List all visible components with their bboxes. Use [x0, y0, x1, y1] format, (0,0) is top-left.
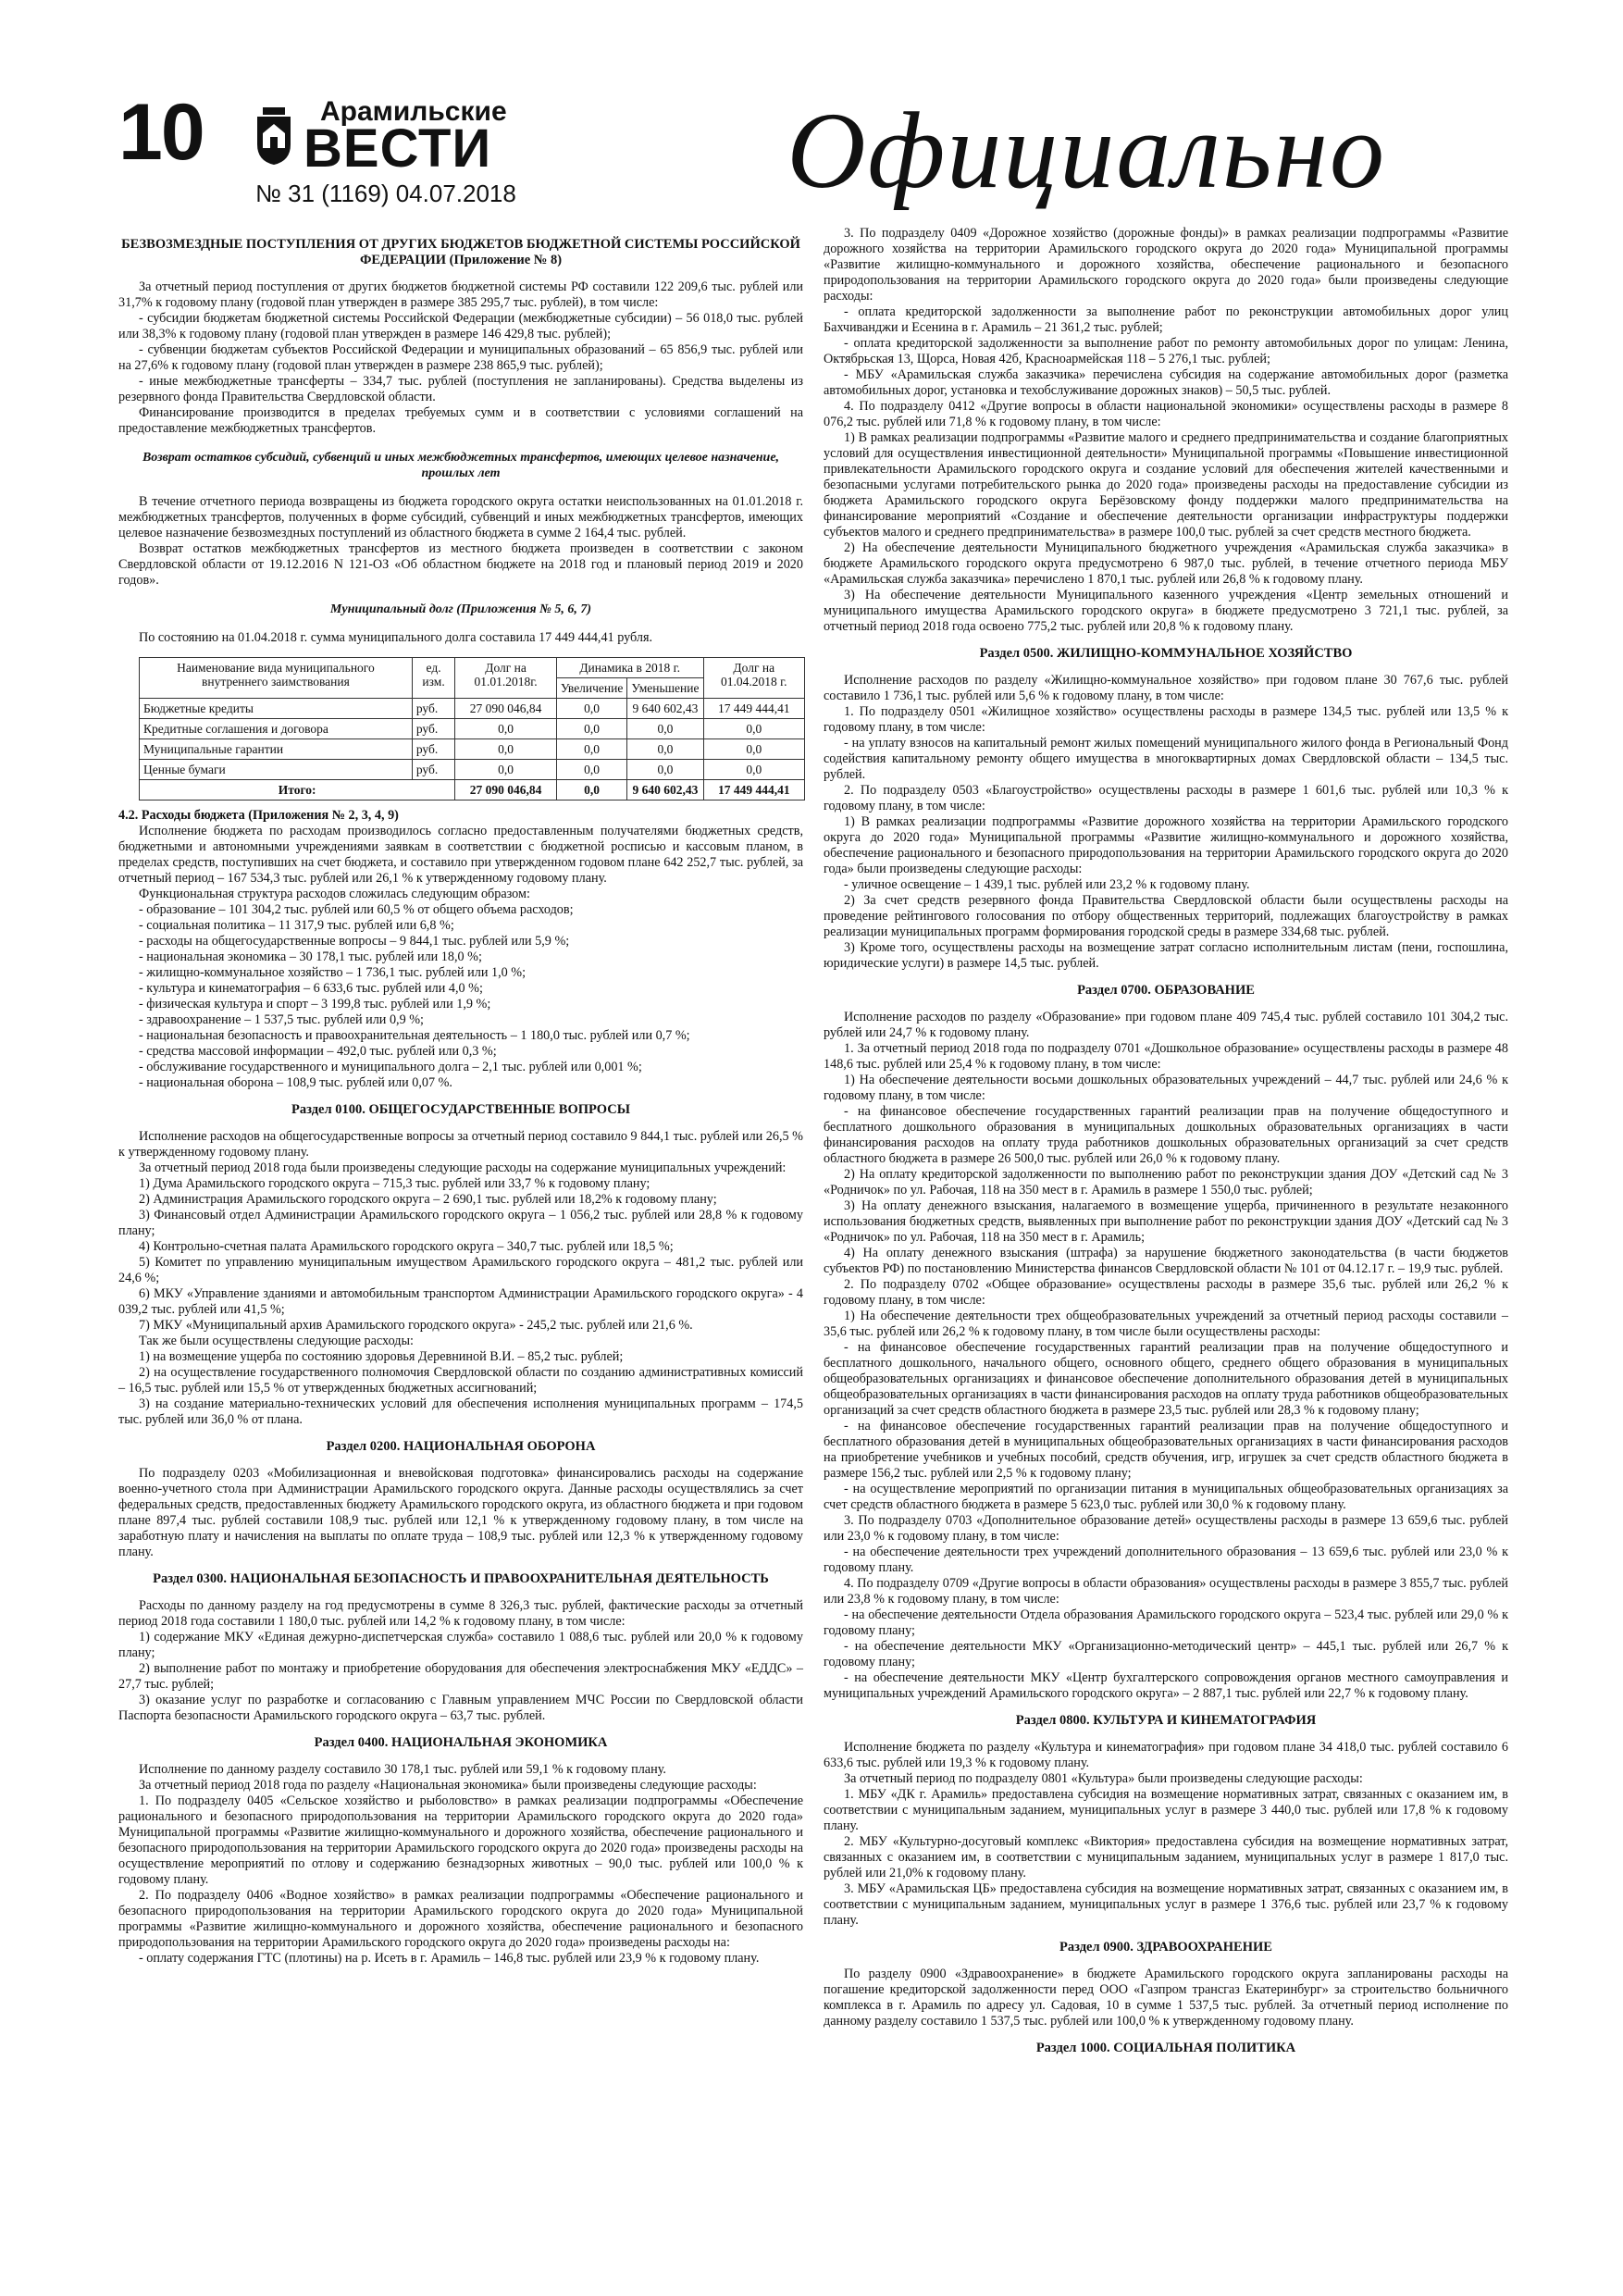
- section-0800-text: [824, 1740, 1508, 1929]
- paragraph: 2. По подразделу 0406 «Водное хозяйство» в рамках реализации подпрограммы «Обеспечение рационального и безопасного природопользования на территории Арамильского городского округа до 2020 года» Муниципальной программы «Развитие жилищно-коммунального и дорожного хозяйства, обеспечение рационального и безопасного природопользования на территории Арамильского городского округа до 2020 года» произведены расходы на:: [118, 1888, 803, 1950]
- heading-section-0200: Раздел 0200. НАЦИОНАЛЬНАЯ ОБОРОНА: [326, 1439, 596, 1454]
- cell-increase: 0,0: [556, 699, 627, 719]
- cell-end: 0,0: [703, 760, 805, 780]
- table-header: Динамика в 2018 г.: [556, 658, 703, 678]
- paragraph: 1. По подразделу 0405 «Сельское хозяйство и рыболовство» в рамках реализации подпрограммы «Обеспечение рационального и безопасного природопользования на территории Арамильского городского округа до 2020 года» Муниципальной программы «Развитие жилищно-коммунального и дорожного хозяйства, обеспечение рационального и безопасного природопользования на территории Арамильского городского округа до 2020 года» произведены расходы на осуществление мероприятий по отлову и содержанию безнадзорных животных – 90,0 тыс. рублей или 100,0 % к годовому плану.: [118, 1793, 803, 1887]
- paragraph: 3) Кроме того, осуществлены расходы на возмещение затрат согласно исполнительным листам (пени, госпошлина, юридические услуги) в размере 14,5 тыс. рублей.: [824, 940, 1508, 971]
- paragraph: - на уплату взносов на капитальный ремонт жилых помещений муниципального жилого фонда в Региональный Фонд содействия капитальному ремонту общего имущества в многоквартирных домах Свердловской области – 134,5 тыс. рублей.: [824, 736, 1508, 782]
- cell-decrease: 0,0: [627, 719, 703, 739]
- paragraph: - жилищно-коммунальное хозяйство – 1 736,1 тыс. рублей или 1,0 %;: [139, 965, 527, 980]
- paragraph: 3) На оплату денежного взыскания, налагаемого в возмещение ущерба, причиненного в результате незаконного использования бюджетных средств, выявленных при выполнение работ по реконструкции здания ДОУ «Детский сад № 3 «Родничок» по ул. Рабочая, 118 на 350 мест в г. Арамиль;: [824, 1198, 1508, 1245]
- paragraph: - на обеспечение деятельности МКУ «Центр бухгалтерского сопровождения органов местного самоуправления и муниципальных учреждений Арамильского городского округа» – 2 887,1 тыс. рублей или 22,7 % к годовому плану.: [824, 1670, 1508, 1701]
- table-row: [140, 760, 805, 780]
- table-header: ед. изм.: [412, 658, 454, 699]
- heading-section-0900: Раздел 0900. ЗДРАВООХРАНЕНИЕ: [1059, 1940, 1272, 1955]
- paragraph: Исполнение по данному разделу составило 30 178,1 тыс. рублей или 59,1 % к годовому плану.: [139, 1762, 666, 1777]
- heading-section-1000: Раздел 1000. СОЦИАЛЬНАЯ ПОЛИТИКА: [1035, 2041, 1296, 2055]
- paragraph: - оплата кредиторской задолженности за выполнение работ по реконструкции автомобильных дорог улиц Бахчиванджи и Есенина в г. Арамиль – 21 361,2 тыс. рублей;: [824, 304, 1508, 335]
- paragraph: - здравоохранение – 1 537,5 тыс. рублей или 0,9 %;: [139, 1012, 424, 1027]
- section-title: Официально: [787, 90, 1386, 211]
- heading-section-0700: Раздел 0700. ОБРАЗОВАНИЕ: [1077, 983, 1255, 998]
- paragraph: 1) содержание МКУ «Единая дежурно-диспетчерская служба» составило 1 088,6 тыс. рублей или 20,0 % к годовому плану;: [118, 1630, 803, 1660]
- paragraph: 1) В рамках реализации подпрограммы «Развитие малого и среднего предпринимательства и создание благоприятных условий для осуществления инвестиционной деятельности» Муниципальной программы «Повышение инвестиционной привлекательности Арамильского городского округа и создание условий для обеспечения жителей качественными и безопасными услугами потребительского рынка до 2020 года» произведены расходы на предоставление субсидии из бюджета Арамильского городского округа Берёзовскому фонду поддержки малого предпринимательства на финансирование мероприятий «Создание и обеспечение деятельности организации инфраструктуры поддержки субъектов малого и среднего предпринимательства» в размере 100,0 тыс. рублей за счет средств местного бюджета.: [824, 430, 1508, 540]
- heading-receipts: БЕЗВОЗМЕЗДНЫЕ ПОСТУПЛЕНИЯ ОТ ДРУГИХ БЮДЖЕТОВ БЮДЖЕТНОЙ СИСТЕМЫ РОССИЙСКОЙ ФЕДЕРАЦИИ (Приложение № 8): [121, 237, 800, 267]
- paragraph: - национальная экономика – 30 178,1 тыс. рублей или 18,0 %;: [139, 949, 482, 964]
- cell-decrease: 9 640 602,43: [627, 699, 703, 719]
- paragraph: 3) на создание материально-технических условий для обеспечения исполнения муниципальных программ – 174,5 тыс. рублей или 36,0 % от плана.: [118, 1396, 803, 1427]
- paragraph: Так же были осуществлены следующие расходы:: [139, 1334, 414, 1348]
- paragraph: - субвенции бюджетам субъектов Российской Федерации и муниципальных образований – 65 856,9 тыс. рублей или на 27,6% к годовому плану (годовой план утвержден в размере 238 865,9 тыс. рублей);: [118, 342, 803, 373]
- paragraph: - уличное освещение – 1 439,1 тыс. рублей или 23,2 % к годовому плану.: [844, 877, 1250, 892]
- cell-increase: 0,0: [556, 780, 627, 800]
- section-0100-text: [118, 1129, 803, 1428]
- paragraph: По разделу 0900 «Здравоохранение» в бюджете Арамильского городского округа запланированы расходы на погашение кредиторской задолженности перед ООО «Газпром трансгаз Екатеринбург» за строительство больничного комплекса в г. Арамиль по адресу ул. Садовая, 10 в сумме 1 537,5 тыс. рублей. За отчетный период исполнение по данному разделу составило 1 537,5 тыс. рублей или 100,0 % к утвержденному годовому плану.: [824, 1967, 1508, 2029]
- heading-debt: Муниципальный долг (Приложения № 5, 6, 7): [329, 602, 592, 616]
- section-0400-text: [118, 1762, 803, 1967]
- paragraph: Исполнение бюджета по расходам производилось согласно предоставленным получателями бюджетных средств, бюджетными и автономными учреждениями заявкам в соответствии с бюджетной росписью и кассовым планом, в пределах средств, поступивших на счет бюджета, и составило при утвержденном годовом плане 642 252,7 тыс. рублей, за отчетный период – 167 534,3 тыс. рублей или 26,1 % к утвержденному годовому плану.: [118, 824, 803, 886]
- paragraph: Исполнение расходов на общегосударственные вопросы за отчетный период составило 9 844,1 тыс. рублей или 26,5 % к утвержденному годовому плану.: [118, 1129, 803, 1160]
- cell-end: 0,0: [703, 719, 805, 739]
- paragraph: - средства массовой информации – 492,0 тыс. рублей или 0,3 %;: [139, 1044, 497, 1059]
- paragraph: За отчетный период 2018 года по разделу «Национальная экономика» были произведены следующие расходы:: [139, 1778, 757, 1793]
- paragraph: В течение отчетного периода возвращены из бюджета городского округа остатки неиспользованных на 01.01.2018 г. межбюджетных трансфертов, полученных в форме субсидий, субвенций и иных межбюджетных трансфертов, имеющих целевое назначение безвозмездных поступлений из областного бюджета в сумме 2 164,4 тыс. рублей.: [118, 494, 803, 540]
- paragraph: 1. МБУ «ДК г. Арамиль» предоставлена субсидия на возмещение нормативных затрат, связанных с оказанием им, в соответствии с муниципальным заданием, муниципальных услуг в размере 3 440,0 тыс. рублей или 17,8 % к годовому плану.: [824, 1787, 1508, 1833]
- heading-return: Возврат остатков субсидий, субвенций и иных межбюджетных трансфертов, имеющих целевое назначение, прошлых лет: [142, 451, 780, 480]
- table-header: Увеличение: [556, 678, 627, 699]
- paragraph: - оплата кредиторской задолженности за выполнение работ по ремонту автомобильных дорог по улицам: Ленина, Октябрьская 13, Щорса, Новая 42б, Красноармейская 118 – 5 276,1 тыс. рублей;: [824, 336, 1508, 366]
- section-0409-text: [824, 226, 1508, 635]
- table-row: [140, 739, 805, 760]
- section-0500-text: [824, 673, 1508, 972]
- issue-number: № 31 (1169) 04.07.2018: [255, 180, 516, 207]
- paragraph: - физическая культура и спорт – 3 199,8 тыс. рублей или 1,9 %;: [139, 997, 491, 1011]
- cell-total-label: Итого:: [140, 780, 455, 800]
- paragraph: Исполнение бюджета по разделу «Культура и кинематография» при годовом плане 34 418,0 тыс. рублей составило 6 633,6 тыс. рублей или 19,3 % к годовому плану.: [824, 1740, 1508, 1770]
- cell-name: Бюджетные кредиты: [140, 699, 413, 719]
- paragraph: - социальная политика – 11 317,9 тыс. рублей или 6,8 %;: [139, 918, 454, 933]
- cell-unit: руб.: [412, 719, 454, 739]
- paragraph: - МБУ «Арамильская служба заказчика» перечислена субсидия на содержание автомобильных дорог (разметка автомобильных дорог, установка и техобслуживание дорожных знаков) – 50,5 тыс. рублей.: [824, 367, 1508, 398]
- paragraph: 7) МКУ «Муниципальный архив Арамильского городского округа» - 245,2 тыс. рублей или 21,6 %.: [139, 1318, 693, 1333]
- paragraph: - обслуживание государственного и муниципального долга – 2,1 тыс. рублей или 0,001 %;: [139, 1060, 642, 1074]
- paragraph: 1. По подразделу 0501 «Жилищное хозяйство» осуществлены расходы в размере 134,5 тыс. рублей или 13,5 % к годовому плану, в том числе:: [824, 704, 1508, 735]
- cell-end: 17 449 444,41: [703, 780, 805, 800]
- paragraph: 2) На обеспечение деятельности Муниципального бюджетного учреждения «Арамильская служба заказчика» в бюджете Арамильского городского округа предусмотрено 6 987,0 тыс. рублей, в течение отчетного периода МБУ «Арамильская служба заказчика» перечислено 1 870,1 тыс. рублей или 26,8 % к годовому плану.: [824, 540, 1508, 587]
- paragraph: Исполнение расходов по разделу «Жилищно-коммунальное хозяйство» при годовом плане 30 767,6 тыс. рублей составило 1 736,1 тыс. рублей или 5,6 % к годовому плану, в том числе:: [824, 673, 1508, 703]
- paragraph: 1. За отчетный период 2018 года по подразделу 0701 «Дошкольное образование» осуществлены расходы в размере 48 148,6 тыс. рублей или 25,4 % к годовому плану, в том числе:: [824, 1041, 1508, 1072]
- paragraph: За отчетный период поступления от других бюджетов бюджетной системы РФ составили 122 209,6 тыс. рублей или 31,7% к годовому плану (годовой план утвержден в размере 385 295,7 тыс. рублей), в том числе:: [118, 279, 803, 310]
- paragraph: 1) на возмещение ущерба по состоянию здоровья Деревниной В.И. – 85,2 тыс. рублей;: [139, 1349, 624, 1364]
- cell-name: Кредитные соглашения и договора: [140, 719, 413, 739]
- paragraph: Финансирование производится в пределах требуемых сумм и в соответствии с условиями соглашений на предоставление межбюджетных трансфертов.: [118, 405, 803, 436]
- paragraph: - на осуществление мероприятий по организации питания в муниципальных общеобразовательных организациях за счет средств областного бюджета в размере 5 623,0 тыс. рублей или 30,0 % к годовому плану.: [824, 1482, 1508, 1512]
- page-number: 10: [118, 88, 204, 177]
- heading-expenses: 4.2. Расходы бюджета (Приложения № 2, 3, 4, 9): [118, 808, 399, 823]
- masthead: [118, 88, 1488, 231]
- paragraph: 2. По подразделу 0503 «Благоустройство» осуществлены расходы в размере 1 601,6 тыс. рублей или 10,3 % к годовому плану, в том числе:: [824, 783, 1508, 813]
- cell-decrease: 0,0: [627, 760, 703, 780]
- cell-unit: руб.: [412, 739, 454, 760]
- paragraph: 1) В рамках реализации подпрограммы «Развитие дорожного хозяйства на территории Арамильского городского округа до 2020 года» Муниципальной программы «Развитие жилищно-коммунального и дорожного хозяйства, обеспечение рационального и безопасного природопользования на территории Арамильского городского округа до 2020 года» были произведены следующие расходы:: [824, 814, 1508, 876]
- paragraph: 3) На обеспечение деятельности Муниципального казенного учреждения «Центр земельных отношений и муниципального имущества Арамильского городского округа» в бюджете предусмотрено 3 721,1 тыс. рублей, за отчетный период 2018 года освоено 775,2 тыс. рублей или 20,8 % к годовому плану.: [824, 588, 1508, 634]
- brand-main: ВЕСТИ: [304, 118, 492, 179]
- cell-unit: руб.: [412, 699, 454, 719]
- right-column: [824, 226, 1508, 2067]
- paragraph: - на финансовое обеспечение государственных гарантий реализации прав на получение общедоступного и бесплатного дошкольного, начального общего, основного общего, среднего общего образования в муниципальных общеобразовательных организациях и финансовое обеспечение дополнительного образования детей в муниципальных общеобразовательных организациях в части финансирования расходов на оплату труда работников общеобразовательных организаций за счет средств областного бюджета в размере 23,5 тыс. рублей или 28,3 % к годовому плану;: [824, 1340, 1508, 1418]
- paragraph: - расходы на общегосударственные вопросы – 9 844,1 тыс. рублей или 5,9 %;: [139, 934, 570, 949]
- table-header: Наименование вида муниципального внутреннего заимствования: [140, 658, 413, 699]
- heading-section-0800: Раздел 0800. КУЛЬТУРА И КИНЕМАТОГРАФИЯ: [1015, 1713, 1317, 1728]
- cell-start: 27 090 046,84: [455, 699, 557, 719]
- cell-end: 17 449 444,41: [703, 699, 805, 719]
- paragraph: 3. МБУ «Арамильская ЦБ» предоставлена субсидия на возмещение нормативных затрат, связанных с оказанием им, в соответствии с муниципальным заданием, муниципальных услуг в размере 1 376,6 тыс. рублей или 23,7 % к годовому плану.: [824, 1881, 1508, 1928]
- cell-start: 0,0: [455, 760, 557, 780]
- paragraph: - оплату содержания ГТС (плотины) на р. Исеть в г. Арамиль – 146,8 тыс. рублей или 23,9 % к годовому плану.: [139, 1951, 760, 1966]
- paragraph: Возврат остатков межбюджетных трансфертов из местного бюджета произведен в соответствии с законом Свердловской области от 19.12.2016 N 121-ОЗ «Об областном бюджете на 2018 год и плановый период 2019 и 2020 годов».: [118, 541, 803, 588]
- paragraph: Исполнение расходов по разделу «Образование» при годовом плане 409 745,4 тыс. рублей составило 101 304,2 тыс. рублей или 24,7 % к годовому плану.: [824, 1010, 1508, 1040]
- cell-start: 0,0: [455, 719, 557, 739]
- cell-start: 0,0: [455, 739, 557, 760]
- paragraph: - на обеспечение деятельности МКУ «Организационно-методический центр» – 445,1 тыс. рублей или 26,7 % к годовому плану;: [824, 1639, 1508, 1669]
- section-0700-text: [824, 1010, 1508, 1702]
- paragraph: 4) На оплату денежного взыскания (штрафа) за нарушение бюджетного законодательства (в части бюджетов субъектов РФ) по постановлению Министерства финансов Свердловской области № 101 от 04.12.17 г. – 19,9 тыс. рублей.: [824, 1246, 1508, 1276]
- paragraph: Расходы по данному разделу на год предусмотрены в сумме 8 326,3 тыс. рублей, фактические расходы за отчетный период 2018 года составили 1 180,0 тыс. рублей или 14,2 % к годовому плану, в том числе:: [118, 1598, 803, 1629]
- table-row: [140, 699, 805, 719]
- table-total-row: [140, 780, 805, 800]
- newspaper-logo: [254, 98, 605, 191]
- heading-section-0500: Раздел 0500. ЖИЛИЩНО-КОММУНАЛЬНОЕ ХОЗЯЙСТВО: [979, 646, 1353, 661]
- paragraph: - на финансовое обеспечение государственных гарантий реализации прав на получение общедоступного и бесплатного образования детей в муниципальных общеобразовательных организациях в части финансирования расходов на приобретение учебников и учебных пособий, средств обучения, игр, игрушек за счет средств областного бюджета в размере 156,2 тыс. рублей или 2,5 % к годовому плану;: [824, 1419, 1508, 1481]
- paragraph: 4) Контрольно-счетная палата Арамильского городского округа – 340,7 тыс. рублей или 18,5 %;: [139, 1239, 674, 1254]
- paragraph: 1) На обеспечение деятельности восьми дошкольных образовательных учреждений – 44,7 тыс. рублей или 24,6 % к годовому плану, в том числе:: [824, 1073, 1508, 1103]
- paragraph: 3) Финансовый отдел Администрации Арамильского городского округа – 1 056,2 тыс. рублей или 28,8 % к годовому плану;: [118, 1208, 803, 1238]
- paragraph: 1) Дума Арамильского городского округа – 715,3 тыс. рублей или 33,7 % к годовому плану;: [139, 1176, 650, 1191]
- coat-of-arms-icon: [254, 107, 294, 167]
- paragraph: По подразделу 0203 «Мобилизационная и вневойсковая подготовка» финансировались расходы на содержание военно-учетного стола при Администрации Арамильского городского округа. Данные расходы осуществлялись за счет федеральных средств, предоставленных бюджету Арамильского городского округа, из областного бюджета и при годовом плане 897,4 тыс. рублей составили 108,9 тыс. рублей или 12,1 % к утвержденному годовому плану, в том числе на заработную плату и начисления на выплаты по оплате труда – 108,9 тыс. рублей или 12,3 % к утвержденному годовому плану.: [118, 1466, 803, 1559]
- paragraph: 2. По подразделу 0702 «Общее образование» осуществлены расходы в размере 35,6 тыс. рублей или 26,2 % к годовому плану, в том числе:: [824, 1277, 1508, 1308]
- paragraph: 3. По подразделу 0703 «Дополнительное образование детей» осуществлены расходы в размере 13 659,6 тыс. рублей или 23,0 % к годовому плану, в том числе:: [824, 1513, 1508, 1544]
- paragraph: По состоянию на 01.04.2018 г. сумма муниципального долга составила 17 449 444,41 рубля.: [139, 630, 653, 645]
- paragraph: 4. По подразделу 0709 «Другие вопросы в области образования» осуществлены расходы в размере 3 855,7 тыс. рублей или 23,8 % к годовому плану, в том числе:: [824, 1576, 1508, 1607]
- paragraph: - на финансовое обеспечение государственных гарантий реализации прав на получение общедоступного и бесплатного дошкольного образования в муниципальных дошкольных образовательных организациях в части финансирования расходов на оплату труда работников дошкольных образовательных организаций за счет средств областного бюджета в размере 26 500,0 тыс. рублей или 26,0 % к годовому плану.: [824, 1104, 1508, 1166]
- paragraph: 4. По подразделу 0412 «Другие вопросы в области национальной экономики» осуществлены расходы в размере 8 076,2 тыс. рублей или 71,8 % к годовому плану, в том числе:: [824, 399, 1508, 429]
- cell-decrease: 9 640 602,43: [627, 780, 703, 800]
- paragraph: - иные межбюджетные трансферты – 334,7 тыс. рублей (поступления не запланированы). Средства выделены из резервного фонда Правительства Свердловской области.: [118, 374, 803, 404]
- cell-end: 0,0: [703, 739, 805, 760]
- heading-section-0300: Раздел 0300. НАЦИОНАЛЬНАЯ БЕЗОПАСНОСТЬ И ПРАВООХРАНИТЕЛЬНАЯ ДЕЯТЕЛЬНОСТЬ: [153, 1571, 769, 1586]
- cell-decrease: 0,0: [627, 739, 703, 760]
- paragraph: 2. МБУ «Культурно-досуговый комплекс «Виктория» предоставлена субсидия на возмещение нормативных затрат, связанных с оказанием им, в соответствии с муниципальным заданием, муниципальных услуг в размере 1 817,0 тыс. рублей или 21,0% к годовому плану.: [824, 1834, 1508, 1880]
- paragraph: 2) На оплату кредиторской задолженности по выполнению работ по реконструкции здания ДОУ «Детский сад № 3 «Родничок» по ул. Рабочая, 118 на 350 мест в г. Арамиль в размере 1 550,0 тыс. рублей;: [824, 1167, 1508, 1198]
- municipal-debt-table: [139, 657, 805, 800]
- heading-section-0100: Раздел 0100. ОБЩЕГОСУДАРСТВЕННЫЕ ВОПРОСЫ: [291, 1102, 630, 1117]
- paragraph: 6) МКУ «Управление зданиями и автомобильным транспортом Администрации Арамильского городского округа» - 4 039,2 тыс. рублей или 41,5 %;: [118, 1286, 803, 1317]
- paragraph: - образование – 101 304,2 тыс. рублей или 60,5 % от общего объема расходов;: [139, 902, 574, 917]
- heading-section-0400: Раздел 0400. НАЦИОНАЛЬНАЯ ЭКОНОМИКА: [314, 1735, 608, 1750]
- paragraph: 5) Комитет по управлению муниципальным имуществом Арамильского городского округа – 481,2 тыс. рублей или 24,6 %;: [118, 1255, 803, 1285]
- paragraph: 2) За счет средств резервного фонда Правительства Свердловской области были осуществлены расходы на проведение рейтингового голосования по отбору общественных территорий, подлежащих благоустройству в рамках реализации муниципальных программ формирования городской среды в размере 334,68 тыс. рублей.: [824, 893, 1508, 939]
- brand-top: Арамильские: [320, 96, 507, 127]
- paragraph: За отчетный период по подразделу 0801 «Культура» были произведены следующие расходы:: [844, 1771, 1363, 1786]
- paragraph: - субсидии бюджетам бюджетной системы Российской Федерации (межбюджетные субсидии) – 56 018,0 тыс. рублей или 38,3% к годовому плану (годовой план утвержден в размере 146 429,8 тыс. рублей);: [118, 311, 803, 341]
- section-0300-text: [118, 1598, 803, 1724]
- paragraph: 2) Администрация Арамильского городского округа – 2 690,1 тыс. рублей или 18,2% к годовому плану;: [139, 1192, 717, 1207]
- table-header: Долг на 01.04.2018 г.: [703, 658, 805, 699]
- cell-increase: 0,0: [556, 719, 627, 739]
- cell-unit: руб.: [412, 760, 454, 780]
- paragraph: - на обеспечение деятельности Отдела образования Арамильского городского округа – 523,4 тыс. рублей или 29,0 % к годовому плану;: [824, 1607, 1508, 1638]
- paragraph: - национальная оборона – 108,9 тыс. рублей или 0,07 %.: [139, 1075, 452, 1090]
- table-row: [140, 719, 805, 739]
- table-header: Уменьшение: [627, 678, 703, 699]
- paragraph: - на обеспечение деятельности трех учреждений дополнительного образования – 13 659,6 тыс. рублей или 23,0 % к годовому плану.: [824, 1545, 1508, 1575]
- left-column: [118, 226, 803, 1967]
- table-header: Долг на 01.01.2018г.: [455, 658, 557, 699]
- paragraph: За отчетный период 2018 года были произведены следующие расходы на содержание муниципальных учреждений:: [139, 1160, 787, 1175]
- cell-increase: 0,0: [556, 739, 627, 760]
- paragraph: - национальная безопасность и правоохранительная деятельность – 1 180,0 тыс. рублей или 0,7 %;: [139, 1028, 690, 1043]
- cell-start: 27 090 046,84: [455, 780, 557, 800]
- paragraph: - культура и кинематография – 6 633,6 тыс. рублей или 4,0 %;: [139, 981, 483, 996]
- paragraph: 1) На обеспечение деятельности трех общеобразовательных учреждений за отчетный период расходы составили – 35,6 тыс. рублей или 26,2 % к годовому плану, в том числе были осуществлены расходы:: [824, 1309, 1508, 1339]
- paragraph: 3) оказание услуг по разработке и согласованию с Главным управлением МЧС России по Свердловской области Паспорта безопасности Арамильского городского округа – 63,7 тыс. рублей.: [118, 1693, 803, 1723]
- paragraph: 3. По подразделу 0409 «Дорожное хозяйство (дорожные фонды)» в рамках реализации подпрограммы «Развитие дорожного хозяйства на территории Арамильского городского округа до 2020 года» Муниципальной программы «Развитие жилищно-коммунального и дорожного хозяйства, обеспечение рационального и безопасного природопользования на территории Арамильского городского округа до 2020 года» были произведены следующие расходы:: [824, 226, 1508, 304]
- cell-name: Ценные бумаги: [140, 760, 413, 780]
- paragraph: Функциональная структура расходов сложилась следующим образом:: [139, 887, 530, 901]
- paragraph: 2) на осуществление государственного полномочия Свердловской области по созданию административных комиссий – 16,5 тыс. рублей или 15,5 % от утвержденных бюджетных ассигнований;: [118, 1365, 803, 1396]
- expense-structure-list: [118, 902, 803, 1091]
- paragraph: 2) выполнение работ по монтажу и приобретение оборудования для обеспечения электроснабжения МКУ «ЕДДС» – 27,7 тыс. рублей;: [118, 1661, 803, 1692]
- cell-name: Муниципальные гарантии: [140, 739, 413, 760]
- cell-increase: 0,0: [556, 760, 627, 780]
